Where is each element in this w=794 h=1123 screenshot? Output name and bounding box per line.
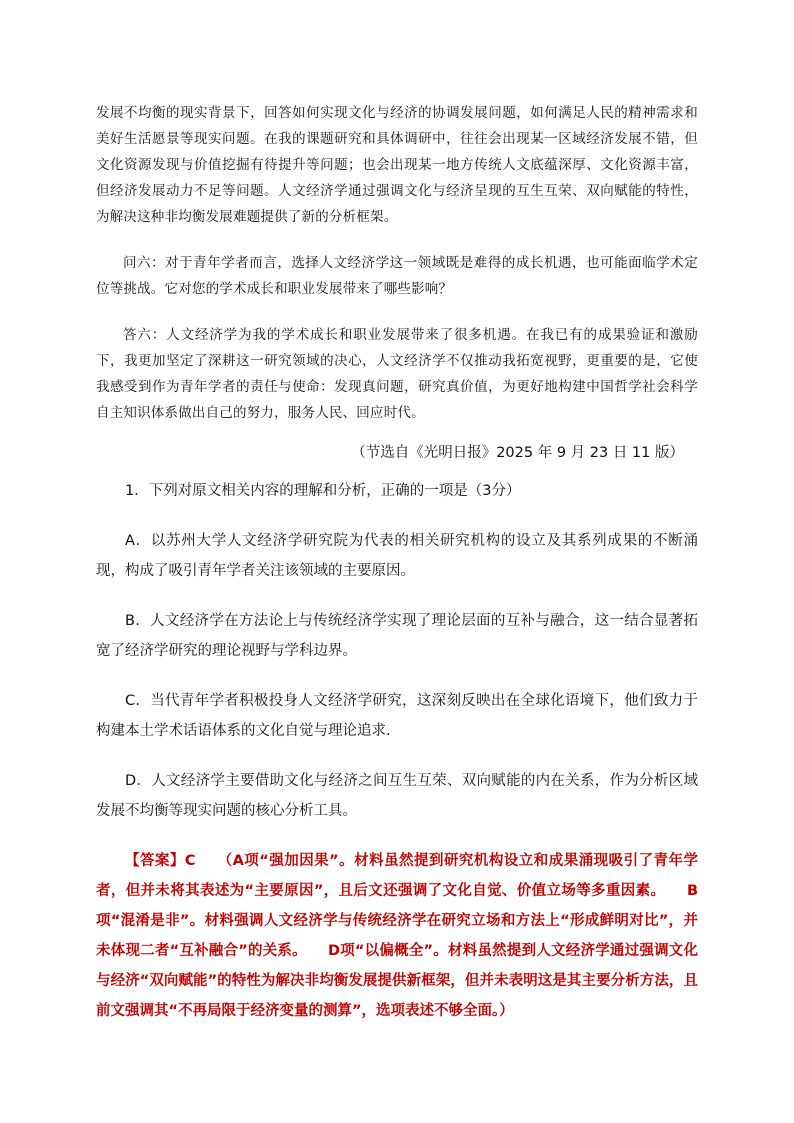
answer-explanation <box>96 846 698 1026</box>
option-b: B．人文经济学在方法论上与传统经济学实现了理论层面的互补与融合，这一结合显著拓宽了经济学研究的理论视野与学科边界。 <box>96 613 698 659</box>
answer-d-explanation: D项“以偏概全”。材料虽然提到人文经济学通过强调文化与经济“双向赋能”的特性为解决非均衡发展提供新框架，但并未表明这是其主要分析方法，且前文强调其“不再局限于经济变量的测算”，选项表述不够全面。） <box>96 943 699 1019</box>
document-page <box>96 100 698 1026</box>
option-d: D．人文经济学主要借助文化与经济之间互生互荣、双向赋能的内在关系，作为分析区域发展不均衡等现实问题的核心分析工具。 <box>96 773 698 819</box>
answer-a-explanation: （A项“强加因果”。材料虽然提到研究机构设立和成果涌现吸引了青年学者，但并未将其表述为“主要原因”，且后文还强调了文化自觉、价值立场等多重因素。 <box>96 853 698 899</box>
interview-question-6: 问六：对于青年学者而言，选择人文经济学这一领域既是难得的成长机遇，也可能面临学术定位等挑战。它对您的学术成长和职业发展带来了哪些影响？ <box>96 255 698 297</box>
answer-b-explanation: B项“混淆是非”。材料强调人文经济学与传统经济学在研究立场和方法上“形成鲜明对比”，并未体现二者“互补融合”的关系。 <box>96 883 698 959</box>
option-c: C．当代青年学者积极投身人文经济学研究，这深刻反映出在全球化语境下，他们致力于构建本土学术话语体系的文化自觉与理论追求. <box>96 693 698 739</box>
question-stem: 1．下列对原文相关内容的理解和分析，正确的一项是（3分） <box>125 483 521 499</box>
interview-answer-6: 答六：人文经济学为我的学术成长和职业发展带来了很多机遇。在我已有的成果验证和激励下，我更加坚定了深耕这一研究领域的决心，人文经济学不仅推动我拓宽视野，更重要的是，它使我感受到作为青年学者的责任与使命：发现真问题，研究真价值，为更好地构建中国哲学社会科学自主知识体系做出自己的努力，服务人民、回应时代。 <box>96 327 698 421</box>
passage-paragraph: 发展不均衡的现实背景下，回答如何实现文化与经济的协调发展问题，如何满足人民的精神需求和美好生活愿景等现实问题。在我的课题研究和具体调研中，往往会出现某一区域经济发展不错，但文化资源发现与价值挖掘有待提升等问题；也会出现某一地方传统人文底蕴深厚、文化资源丰富，但经济发展动力不足等问题。人文经济学通过强调文化与经济呈现的互生互荣、双向赋能的特性，为解决这种非均衡发展难题提供了新的分析框架。 <box>96 105 698 225</box>
source-citation: （节选自《光明日报》2025 年 9 月 23 日 11 版） <box>351 445 684 461</box>
option-a: A．以苏州大学人文经济学研究院为代表的相关研究机构的设立及其系列成果的不断涌现，构成了吸引青年学者关注该领域的主要原因。 <box>96 533 698 579</box>
answer-label: 【答案】C <box>125 853 196 869</box>
